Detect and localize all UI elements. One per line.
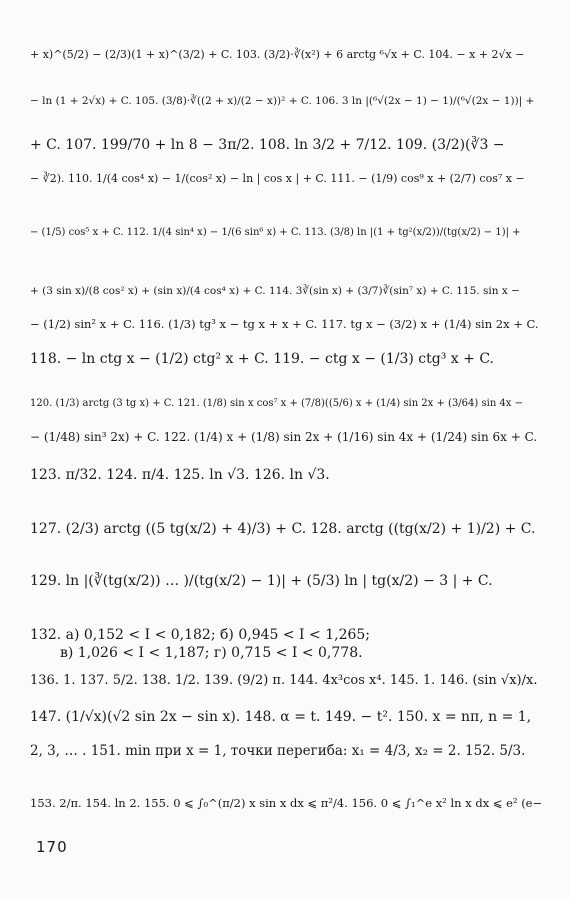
answer-line-8: 118. − ln ctg x − (1/2) ctg² x + C. 119. − ctg x − (1/3) ctg³ x + C. (30, 351, 494, 367)
answer-line-7: − (1/2) sin² x + C. 116. (1/3) tg³ x − tg x + x + C. 117. tg x − (3/2) x + (1/4) sin 2x + C. (30, 317, 539, 331)
answer-line-6: + (3 sin x)/(8 cos² x) + (sin x)/(4 cos⁴ x) + C. 114. 3∛(sin x) + (3/7)∛(sin⁷ x) + C. 115. sin x − (30, 285, 520, 297)
answer-line-1: + x)^(5/2) − (2/3)(1 + x)^(3/2) + C. 103. (3/2)·∛(x²) + 6 arctg ⁶√x + C. 104. − x + 2√x − (30, 48, 525, 61)
answer-line-5: − (1/5) cos⁵ x + C. 112. 1/(4 sin⁴ x) − 1/(6 sin⁶ x) + C. 113. (3/8) ln |(1 + tg²(x/2))/(tg(x/2) − 1)| + (30, 227, 521, 238)
answer-line-16: 136. 1. 137. 5/2. 138. 1/2. 139. (9/2) π. 144. 4x³cos x⁴. 145. 1. 146. (sin √x)/x. (30, 673, 538, 688)
page-number: 170 (36, 838, 68, 856)
answer-line-18: 2, 3, … . 151. min при x = 1, точки перегиба: x₁ = 4/3, x₂ = 2. 152. 5/3. (30, 743, 526, 759)
answer-line-2: − ln (1 + 2√x) + C. 105. (3/8)·∛((2 + x)/(2 − x))² + C. 106. 3 ln |(⁶√(2x − 1) − 1)/(⁶√(2x − 1))| + (30, 95, 535, 107)
answer-line-17: 147. (1/√x)(√2 sin 2x − sin x). 148. α = t. 149. − t². 150. x = nπ, n = 1, (30, 709, 532, 725)
answer-line-10: − (1/48) sin³ 2x) + C. 122. (1/4) x + (1/8) sin 2x + (1/16) sin 4x + (1/24) sin 6x + C. (30, 430, 538, 444)
answer-line-15: в) 1,026 < I < 1,187; г) 0,715 < I < 0,778. (60, 645, 363, 661)
answer-line-12: 127. (2/3) arctg ((5 tg(x/2) + 4)/3) + C. 128. arctg ((tg(x/2) + 1)/2) + C. (30, 521, 536, 537)
answer-line-9: 120. (1/3) arctg (3 tg x) + C. 121. (1/8) sin x cos⁷ x + (7/8)((5/6) x + (1/4) sin 2x + (3/64) sin 4x − (30, 398, 523, 409)
answer-line-13: 129. ln |(∛(tg(x/2)) … )/(tg(x/2) − 1)| + (5/3) ln | tg(x/2) − 3 | + C. (30, 573, 493, 589)
answer-line-11: 123. π/32. 124. π/4. 125. ln √3. 126. ln √3. (30, 467, 330, 483)
answer-line-3: + C. 107. 199/70 + ln 8 − 3π/2. 108. ln 3/2 + 7/12. 109. (3/2)(∛3 − (30, 137, 505, 153)
answer-line-19: 153. 2/π. 154. ln 2. 155. 0 ⩽ ∫₀^(π/2) x sin x dx ⩽ π²/4. 156. 0 ⩽ ∫₁^e x² ln x dx ⩽ e² (e− (30, 796, 542, 810)
answer-line-14: 132. а) 0,152 < I < 0,182; б) 0,945 < I < 1,265; (30, 627, 371, 643)
answer-line-4: − ∛2). 110. 1/(4 cos⁴ x) − 1/(cos² x) − ln | cos x | + C. 111. − (1/9) cos⁹ x + (2/7) cos⁷ x − (30, 172, 525, 185)
